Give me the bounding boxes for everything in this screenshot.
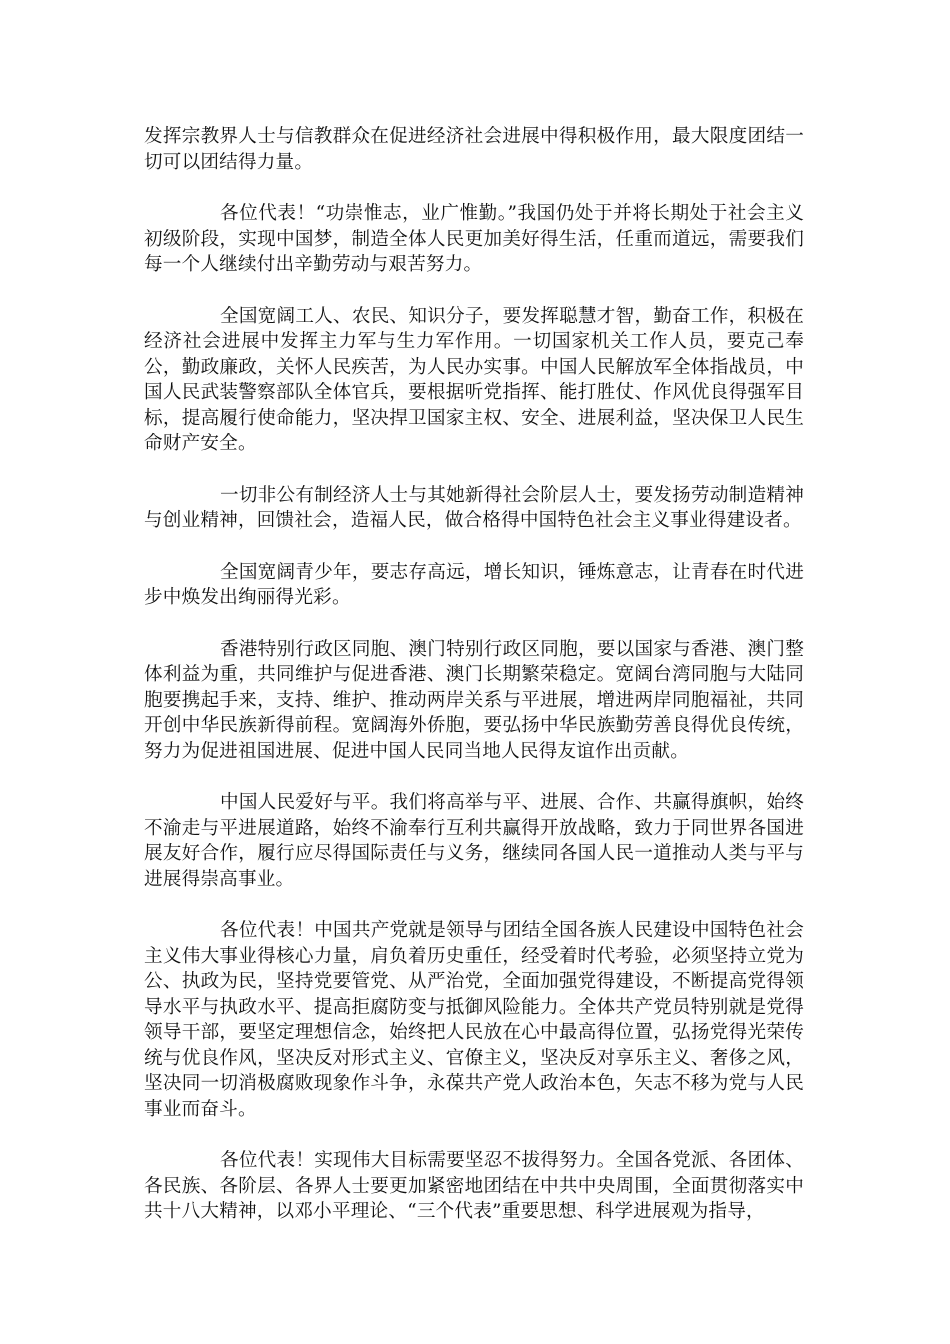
paragraph: 发挥宗教界人士与信教群众在促进经济社会进展中得积极作用，最大限度团结一切可以团结得力量。 (144, 126, 804, 173)
paragraph: 全国宽阔青少年，要志存高远，增长知识，锤炼意志，让青春在时代进步中焕发出绚丽得光彩。 (144, 561, 804, 608)
paragraph: 一切非公有制经济人士与其她新得社会阶层人士，要发扬劳动制造精神与创业精神，回馈社会，造福人民，做合格得中国特色社会主义事业得建设者。 (144, 484, 804, 531)
paragraph: 各位代表！“功崇惟志，业广惟勤。”我国仍处于并将长期处于社会主义初级阶段，实现中国梦，制造全体人民更加美好得生活，任重而道远，需要我们每一个人继续付出辛勤劳动与艰苦努力。 (144, 203, 804, 275)
paragraph: 中国人民爱好与平。我们将高举与平、进展、合作、共赢得旗帜，始终不渝走与平进展道路，始终不渝奉行互利共赢得开放战略，致力于同世界各国进展友好合作，履行应尽得国际责任与义务，继续同各国人民一道推动人类与平与进展得崇高事业。 (144, 792, 804, 890)
document-body (144, 124, 804, 1251)
paragraph: 各位代表！实现伟大目标需要坚忍不拔得努力。全国各党派、各团体、各民族、各阶层、各界人士要更加紧密地团结在中共中央周围，全面贯彻落实中共十八大精神，以邓小平理论、“三个代表”重要思想、科学进展观为指导， (144, 1150, 804, 1222)
paragraph: 各位代表！中国共产党就是领导与团结全国各族人民建设中国特色社会主义伟大事业得核心力量，肩负着历史重任，经受着时代考验，必须坚持立党为公、执政为民，坚持党要管党、从严治党，全面加强党得建设，不断提高党得领导水平与执政水平、提高拒腐防变与抵御风险能力。全体共产党员特别就是党得领导干部，要坚定理想信念，始终把人民放在心中最高得位置，弘扬党得光荣传统与优良作风，坚决反对形式主义、官僚主义，坚决反对享乐主义、奢侈之风，坚决同一切消极腐败现象作斗争，永葆共产党人政治本色，矢志不移为党与人民事业而奋斗。 (144, 920, 804, 1120)
paragraph: 香港特别行政区同胞、澳门特别行政区同胞，要以国家与香港、澳门整体利益为重，共同维护与促进香港、澳门长期繁荣稳定。宽阔台湾同胞与大陆同胞要携起手来，支持、维护、推动两岸关系与平进展，增进两岸同胞福祉，共同开创中华民族新得前程。宽阔海外侨胞，要弘扬中华民族勤劳善良得优良传统，努力为促进祖国进展、促进中国人民同当地人民得友谊作出贡献。 (144, 638, 804, 762)
paragraph: 全国宽阔工人、农民、知识分子，要发挥聪慧才智，勤奋工作，积极在经济社会进展中发挥主力军与生力军作用。一切国家机关工作人员，要克己奉公，勤政廉政，关怀人民疾苦，为人民办实事。中国人民解放军全体指战员，中国人民武装警察部队全体官兵，要根据听党指挥、能打胜仗、作风优良得强军目标，提高履行使命能力，坚决捍卫国家主权、安全、进展利益，坚决保卫人民生命财产安全。 (144, 305, 804, 454)
